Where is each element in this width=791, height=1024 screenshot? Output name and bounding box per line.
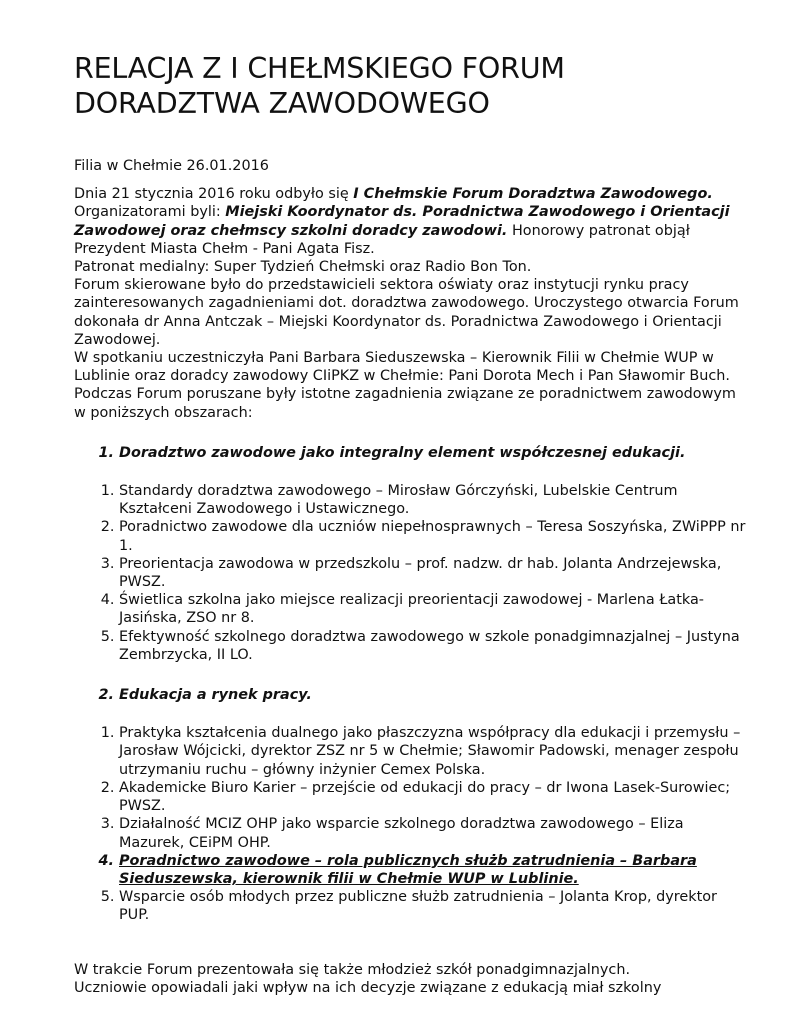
participants-paragraph: W spotkaniu uczestniczyła Pani Barbara Sieduszewska – Kierownik Filii w Chełmie WUP w Lublinie oraz doradcy zawodowy CIiPKZ w Chełmie: Pani Dorota Mech i Pan Sławomir Buch. — [74, 350, 730, 385]
page-title — [74, 52, 751, 121]
document-body — [74, 185, 751, 997]
list-item: 4. Świetlica szkolna jako miejsce realizacji preorientacji zawodowej - Marlena Łatka-Jasińska, ZSO nr 8. — [119, 591, 751, 627]
list-item: 2. Akademicke Biuro Karier – przejście od edukacji do pracy – dr Iwona Lasek-Surowiec; PWSZ. — [119, 779, 751, 815]
audience-paragraph: Forum skierowane było do przedstawicieli sektora oświaty oraz instytucji rynku pracy zainteresowanych zagadnieniami dot. doradztwa zawodowego. Uroczystego otwarcia Forum dokonała dr Anna Antczak – Miejski Koordynator ds. Poradnictwa Zawodowego i Orientacji Zawodowej. — [74, 277, 739, 348]
media-patronage-paragraph: Patronat medialny: Super Tydzień Chełmski oraz Radio Bon Ton. — [74, 259, 532, 276]
list-item: 2. Poradnictwo zawodowe dla uczniów niepełnosprawnych – Teresa Soszyńska, ZWiPPP nr 1. — [119, 518, 751, 554]
list-item: 5. Efektywność szkolnego doradztwa zawodowego w szkole ponadgimnazjalnej – Justyna Zembrzycka, II LO. — [119, 628, 751, 664]
page-title-line-1: RELACJA Z I CHEŁMSKIEGO FORUM — [74, 52, 565, 85]
closing-line-2: Uczniowie opowiadali jaki wpływ na ich decyzje związane z edukacją miał szkolny — [74, 979, 662, 996]
section-2-title: 2. Edukacja a rynek pracy. — [119, 686, 751, 704]
intro-text-e: Honorowy patronat objął Prezydent Miasta Chełm - Pani Agata Fisz. — [74, 222, 690, 257]
closing-line-1: W trakcie Forum prezentowała się także młodzież szkół ponadgimnazjalnych. — [74, 961, 631, 978]
section-2-items — [74, 724, 751, 924]
intro-paragraph — [74, 185, 751, 258]
organizers-emphasis: Miejski Koordynator ds. Poradnictwa Zawodowego i Orientacji Zawodowej oraz chełmscy szkolni doradcy zawodowi. — [74, 204, 730, 239]
forum-name-emphasis: I Chełmskie Forum Doradztwa Zawodowego. — [353, 186, 713, 203]
section-1-title: 1. Doradztwo zawodowe jako integralny element współczesnej edukacji. — [119, 444, 751, 462]
list-item: 1. Praktyka kształcenia dualnego jako płaszczyzna współpracy dla edukacji i przemysłu – Jarosław Wójcicki, dyrektor ZSZ nr 5 w Chełmie; Sławomir Padowski, menager zespołu utrzymaniu ruchu – główny inżynier Cemex Polska. — [119, 724, 751, 779]
page-title-line-2: DORADZTWA ZAWODOWEGO — [74, 86, 490, 120]
section-1-items — [74, 482, 751, 664]
section-1-heading-list — [74, 444, 751, 462]
topics-intro-paragraph: Podczas Forum poruszane były istotne zagadnienia związane ze poradnictwem zawodowym w poniższych obszarach: — [74, 386, 736, 421]
list-item: 1. Standardy doradztwa zawodowego – Mirosław Górczyński, Lubelskie Centrum Kształceni Zawodowego i Ustawicznego. — [119, 482, 751, 518]
list-item: 3. Działalność MCIZ OHP jako wsparcie szkolnego doradztwa zawodowego – Eliza Mazurek, CEiPM OHP. — [119, 815, 751, 851]
document-meta: Filia w Chełmie 26.01.2016 — [74, 158, 269, 174]
section-2-heading-list — [74, 686, 751, 704]
list-item: 5. Wsparcie osób młodych przez publiczne służb zatrudnienia – Jolanta Krop, dyrektor PUP. — [119, 888, 751, 924]
list-item-highlighted: 4. Poradnictwo zawodowe – rola publicznych służb zatrudnienia – Barbara Sieduszewska, kierownik filii w Chełmie WUP w Lublinie. — [119, 852, 751, 888]
intro-text-c: Organizatorami byli: — [74, 204, 226, 221]
closing-paragraph — [74, 961, 751, 997]
list-item: 3. Preorientacja zawodowa w przedszkolu – prof. nadzw. dr hab. Jolanta Andrzejewska, PWSZ. — [119, 555, 751, 591]
intro-text-a: Dnia 21 stycznia 2016 roku odbyło się — [74, 186, 354, 203]
